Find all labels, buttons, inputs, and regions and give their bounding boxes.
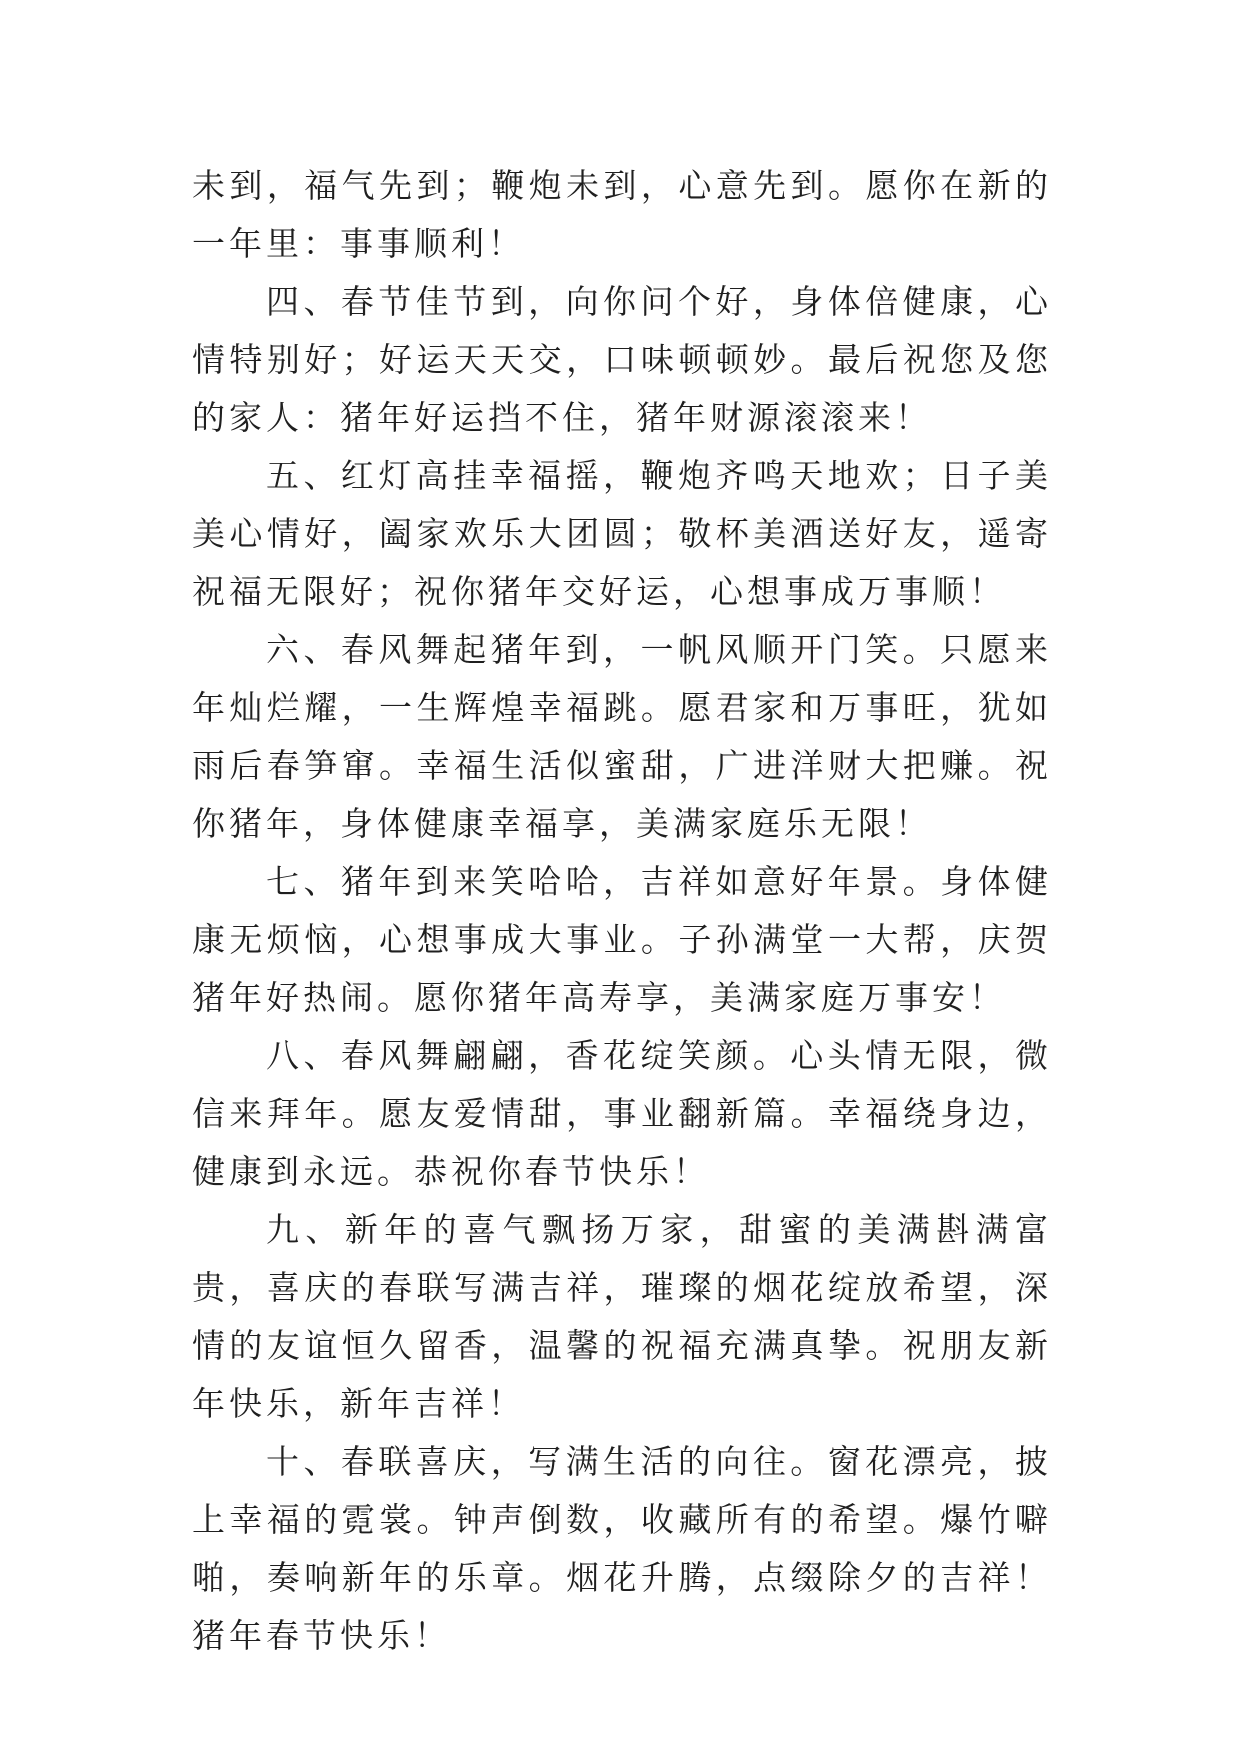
document-body: [192, 157, 1052, 1665]
paragraph-item-4: 四、春节佳节到，向你问个好，身体倍健康，心情特别好；好运天天交，口味顿顿妙。最后祝您及您的家人：猪年好运挡不住，猪年财源滚滚来！: [192, 282, 1052, 437]
paragraph-item-8: 八、春风舞翩翩，香花绽笑颜。心头情无限，微信来拜年。愿友爱情甜，事业翻新篇。幸福绕身边，健康到永远。恭祝你春节快乐！: [192, 1036, 1052, 1191]
paragraph-item-9: 九、新年的喜气飘扬万家，甜蜜的美满斟满富贵，喜庆的春联写满吉祥，璀璨的烟花绽放希望，深情的友谊恒久留香，温馨的祝福充满真挚。祝朋友新年快乐，新年吉祥！: [192, 1210, 1052, 1423]
paragraph-continuation: 未到，福气先到；鞭炮未到，心意先到。愿你在新的一年里：事事顺利！: [192, 166, 1052, 263]
paragraph-item-6: 六、春风舞起猪年到，一帆风顺开门笑。只愿来年灿烂耀，一生辉煌幸福跳。愿君家和万事旺，犹如雨后春笋窜。幸福生活似蜜甜，广进洋财大把赚。祝你猪年，身体健康幸福享，美满家庭乐无限！: [192, 630, 1052, 843]
paragraph-item-7: 七、猪年到来笑哈哈，吉祥如意好年景。身体健康无烦恼，心想事成大事业。子孙满堂一大帮，庆贺猪年好热闹。愿你猪年高寿享，美满家庭万事安！: [192, 862, 1052, 1017]
paragraph-item-5: 五、红灯高挂幸福摇，鞭炮齐鸣天地欢；日子美美心情好，阖家欢乐大团圆；敬杯美酒送好友，遥寄祝福无限好；祝你猪年交好运，心想事成万事顺！: [192, 456, 1052, 611]
paragraph-item-10: 十、春联喜庆，写满生活的向往。窗花漂亮，披上幸福的霓裳。钟声倒数，收藏所有的希望。爆竹噼啪，奏响新年的乐章。烟花升腾，点缀除夕的吉祥！猪年春节快乐！: [192, 1442, 1052, 1655]
